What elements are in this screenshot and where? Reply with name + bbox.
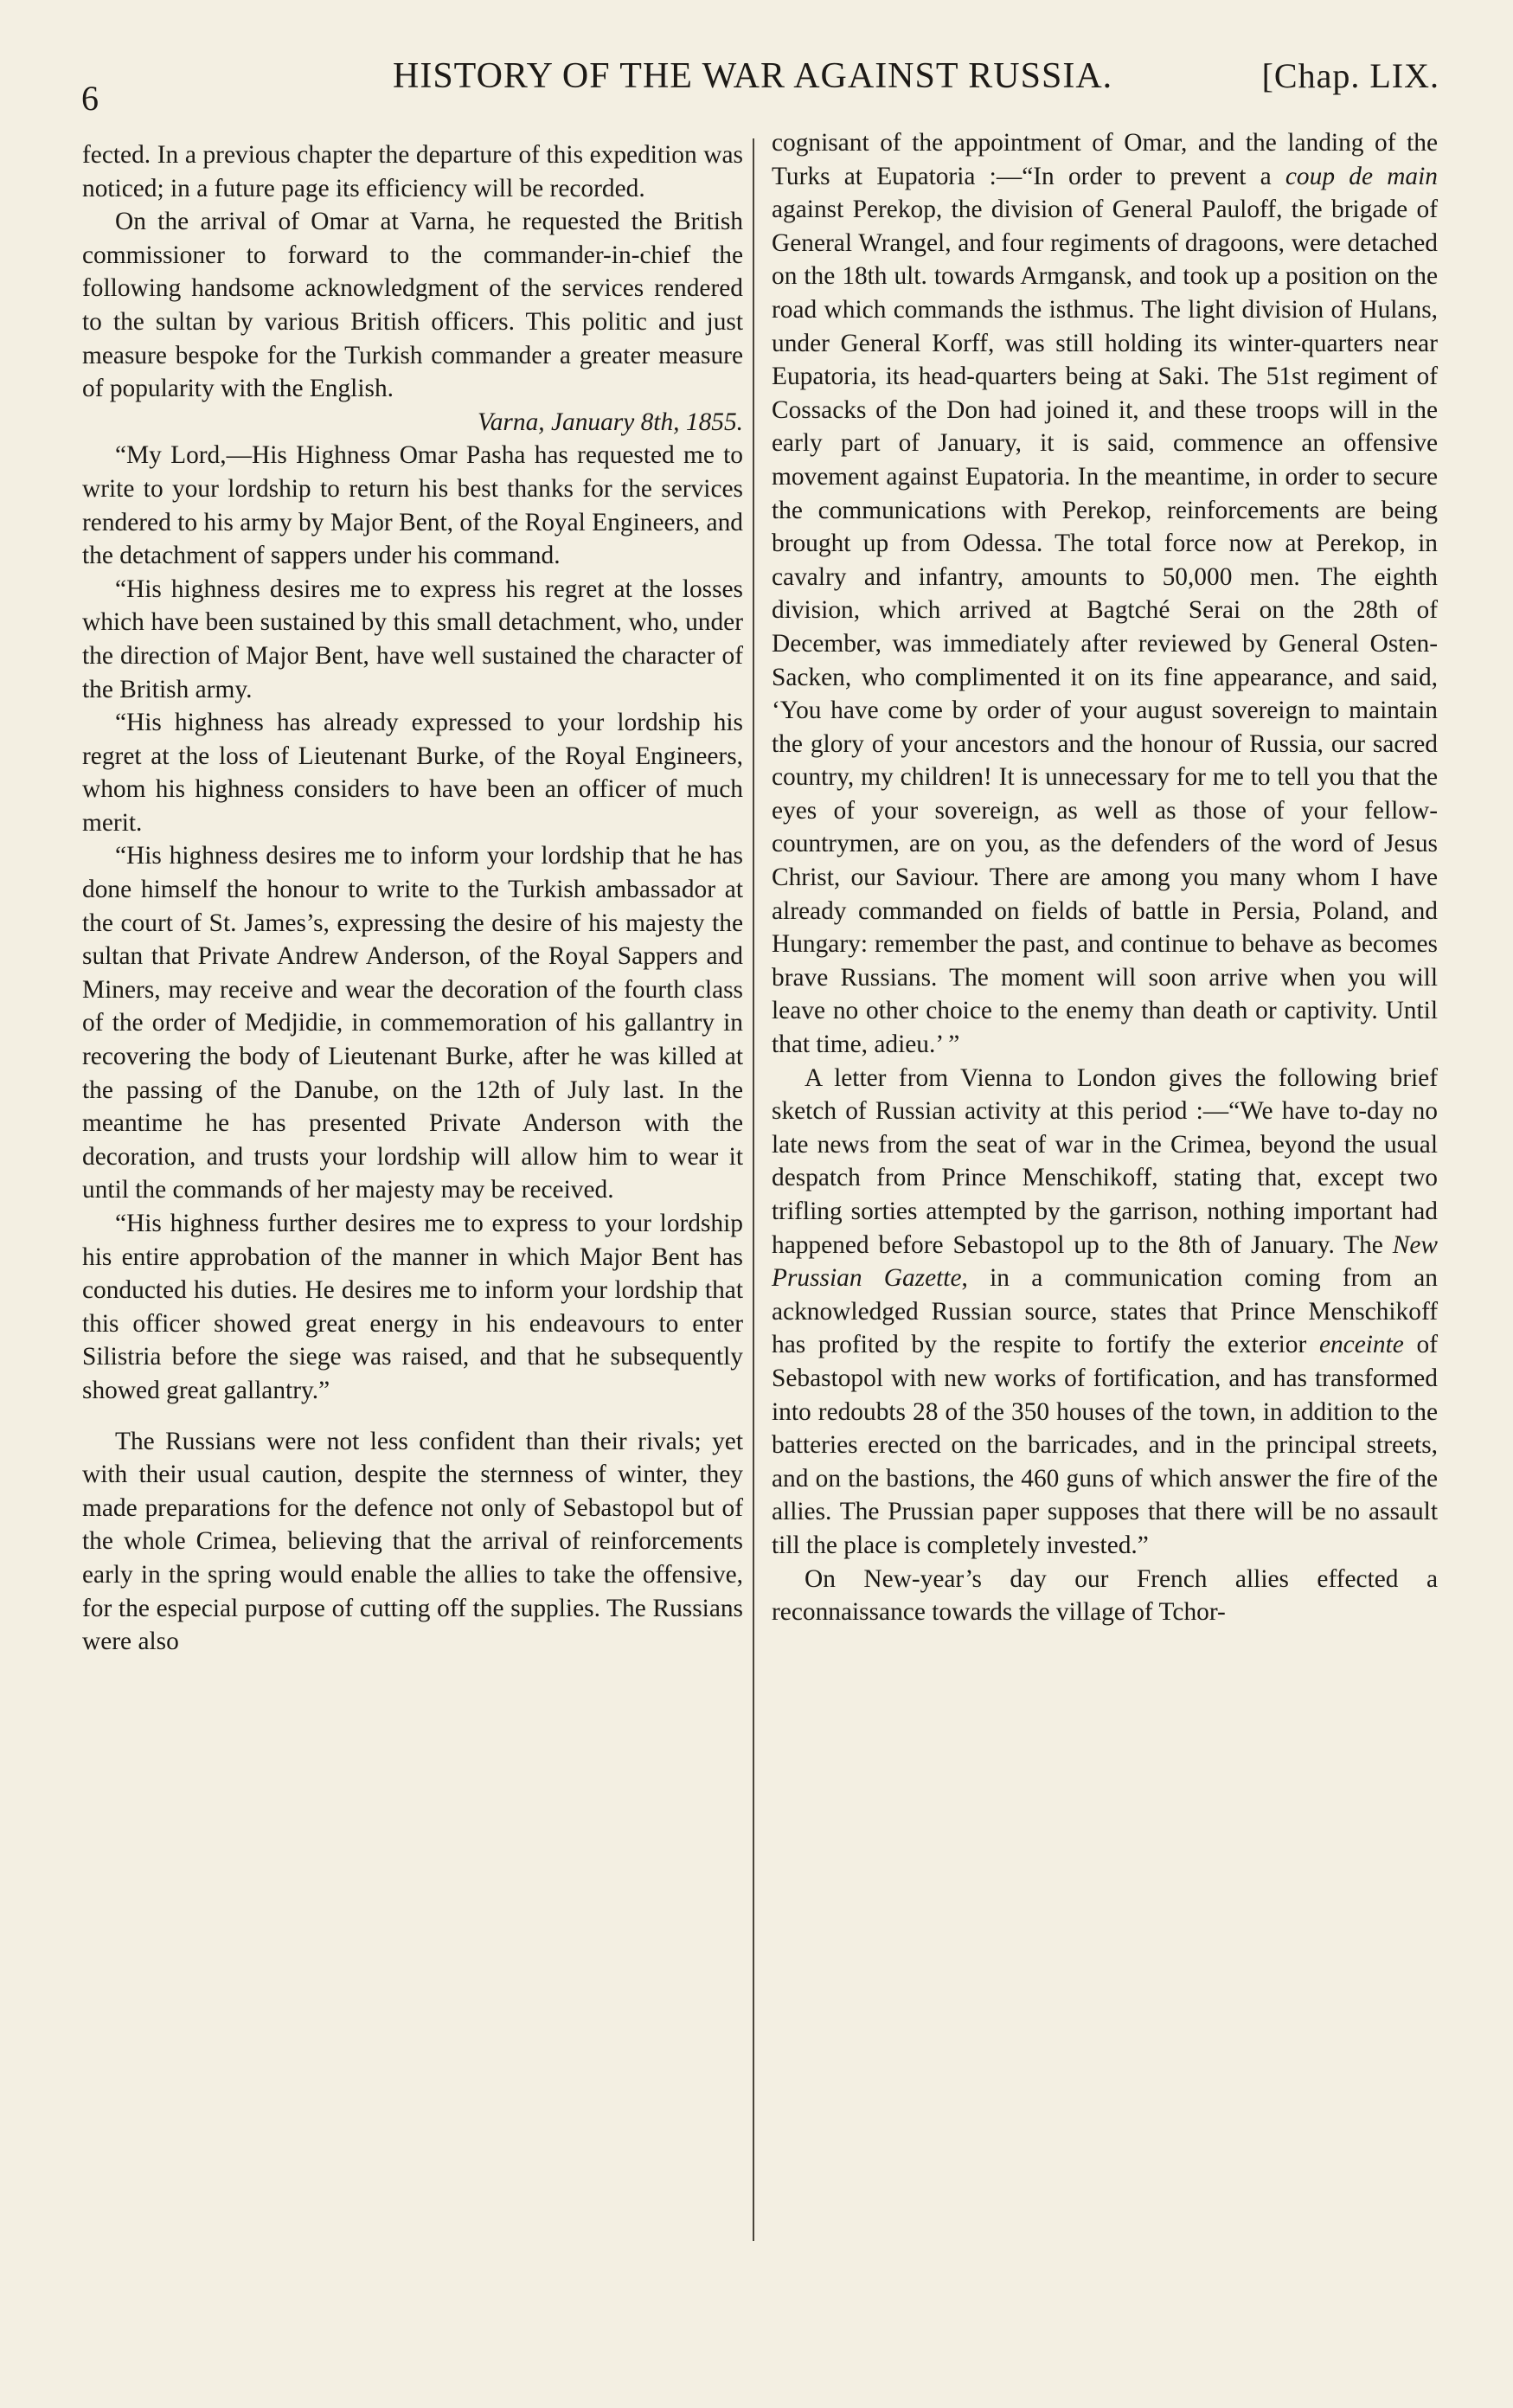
paragraph: The Russians were not less confident than their rivals; yet with their usual caution, despite the sternness of winter, they made preparations for the defence not only of Sebastopol but of the whole Crimea, believing that the arrival of reinforcements early in the spring would enable the allies to take the offensive, for the especial purpose of cutting off the supplies. The Russians were also bbox=[82, 1427, 743, 1656]
italic-phrase: enceinte bbox=[1318, 1331, 1404, 1359]
right-column bbox=[772, 126, 1438, 1629]
page-number: 6 bbox=[81, 79, 99, 118]
text-run: against Perekop, the division of General Pauloff, the brigade of General Wrangel, and four regiments of dragoons, were detached on the 18th ult. towards Armgansk, and took up a position on the road which commands the isthmus. The light division of Hulans, under General Korff, was still holding its winter-quarters near Eupatoria, its head-quarters being at Saki. The 51st regiment of Cossacks of the Don had joined it, and these troops will in the early part of January, it is said, commence an offensive movement against Eupatoria. In the meantime, in order to secure the communications with Perekop, reinforcements are being brought up from Odessa. The total force now at Perekop, in cavalry and infantry, amounts to 50,000 men. The eighth division, which arrived at Bagtché Serai on the 28th of December, was immediately after reviewed by General Osten-Sacken, who complimented it on its fine appearance, and said, ‘You have come by order of your august sovereign to maintain the glory of your ancestors and the honour of Russia, our sacred country, my children! It is unnecessary for me to tell you that the eyes of your sovereign, as well as those of your fellow-countrymen, are on you, as the defenders of the word of Jesus Christ, our Saviour. There are among you many whom I have already commanded on fields of battle in Persia, Poland, and Hungary: remember the past, and continue to behave as becomes brave Russians. The moment will soon arrive when you will leave no other choice to the enemy than death or captivity. Until that time, adieu.’ ” bbox=[772, 196, 1438, 1059]
letter-dateline: Varna, January 8th, 1855. bbox=[478, 408, 743, 436]
paragraph: “His highness desires me to inform your lordship that he has done himself the honour to write to the Turkish ambassador at the court of St. James’s, expressing the desire of his majesty the sultan that Private Andrew Anderson, of the Royal Sappers and Miners, may receive and wear the decoration of the fourth class of the order of Medjidie, in commemoration of his gallantry in recovering the body of Lieutenant Burke, after he was killed at the passing of the Danube, on the 12th of July last. In the meantime he has presented Private Anderson with the decoration, and trusts your lordship will allow him to wear it until the commands of her majesty may be received. bbox=[82, 842, 743, 1204]
paragraph: “His highness has already expressed to your lordship his regret at the loss of Lieutenant Burke, of the Royal Engineers, whom his highness considers to have been an officer of much merit. bbox=[82, 709, 743, 837]
left-column bbox=[82, 138, 743, 1659]
paragraph: On New-year’s day our French allies effected a reconnaissance towards the village of Tchor- bbox=[772, 1564, 1438, 1627]
text-run: of Sebastopol with new works of fortification, and has transformed into redoubts 28 of the 350 houses of the town, in addition to the batteries erected on the barricades, and in the principal streets, and on the bastions, the 460 guns of which answer the fire of the allies. The Prussian paper supposes that there will be no assault till the place is completely invested.” bbox=[772, 1331, 1438, 1559]
text-run: , in a communication coming from an acknowledged Russian source, states that Prince Menschikoff has profited by the respite to fortify the exterior bbox=[772, 1264, 1438, 1359]
italic-phrase: coup de main bbox=[1285, 162, 1438, 190]
paragraph bbox=[772, 126, 1438, 1062]
paragraph bbox=[772, 1062, 1438, 1563]
italic-phrase: New Prussian Gazette bbox=[772, 1230, 1438, 1293]
text-run: A letter from Vienna to London gives the following brief sketch of Russian activity at this period :—“We have to-day no late news from the seat of war in the Crimea, beyond the usual despatch from Prince Menschikoff, stating that, except two trifling sorties attempted by the garrison, nothing important had happened before Sebastopol up to the 8th of January. The bbox=[772, 1063, 1438, 1259]
paragraph: “His highness further desires me to express to your lordship his entire approbation of the manner in which Major Bent has conducted his duties. He desires me to inform your lordship that this officer showed great energy in his endeavours to enter Silistria before the siege was raised, and that he subsequently showed great gallantry.” bbox=[82, 1210, 743, 1404]
text-run: cognisant of the appointment of Omar, and the landing of the Turks at Eupatoria :—“In order to prevent a bbox=[772, 129, 1438, 190]
paragraph: fected. In a previous chapter the departure of this expedition was noticed; in a future page its efficiency will be recorded. bbox=[82, 141, 743, 202]
column-divider bbox=[753, 138, 754, 2241]
chapter-label: [Chap. LIX. bbox=[1261, 56, 1439, 95]
running-title: HISTORY OF THE WAR AGAINST RUSSIA. bbox=[393, 56, 1113, 96]
paragraph: “My Lord,—His Highness Omar Pasha has requested me to write to your lordship to return his best thanks for the services rendered to his army by Major Bent, of the Royal Engineers, and the detachment of sappers under his command. bbox=[82, 441, 743, 570]
paragraph: “His highness desires me to express his regret at the losses which have been sustained by this small detachment, who, under the direction of Major Bent, have well sustained the character of the British army. bbox=[82, 575, 743, 703]
running-header bbox=[81, 55, 1439, 118]
paragraph: On the arrival of Omar at Varna, he requested the British commissioner to forward to the commander-in-chief the following handsome acknowledgment of the services rendered to the sultan by various British officers. This politic and just measure bespoke for the Turkish commander a greater measure of popularity with the English. bbox=[82, 208, 743, 403]
